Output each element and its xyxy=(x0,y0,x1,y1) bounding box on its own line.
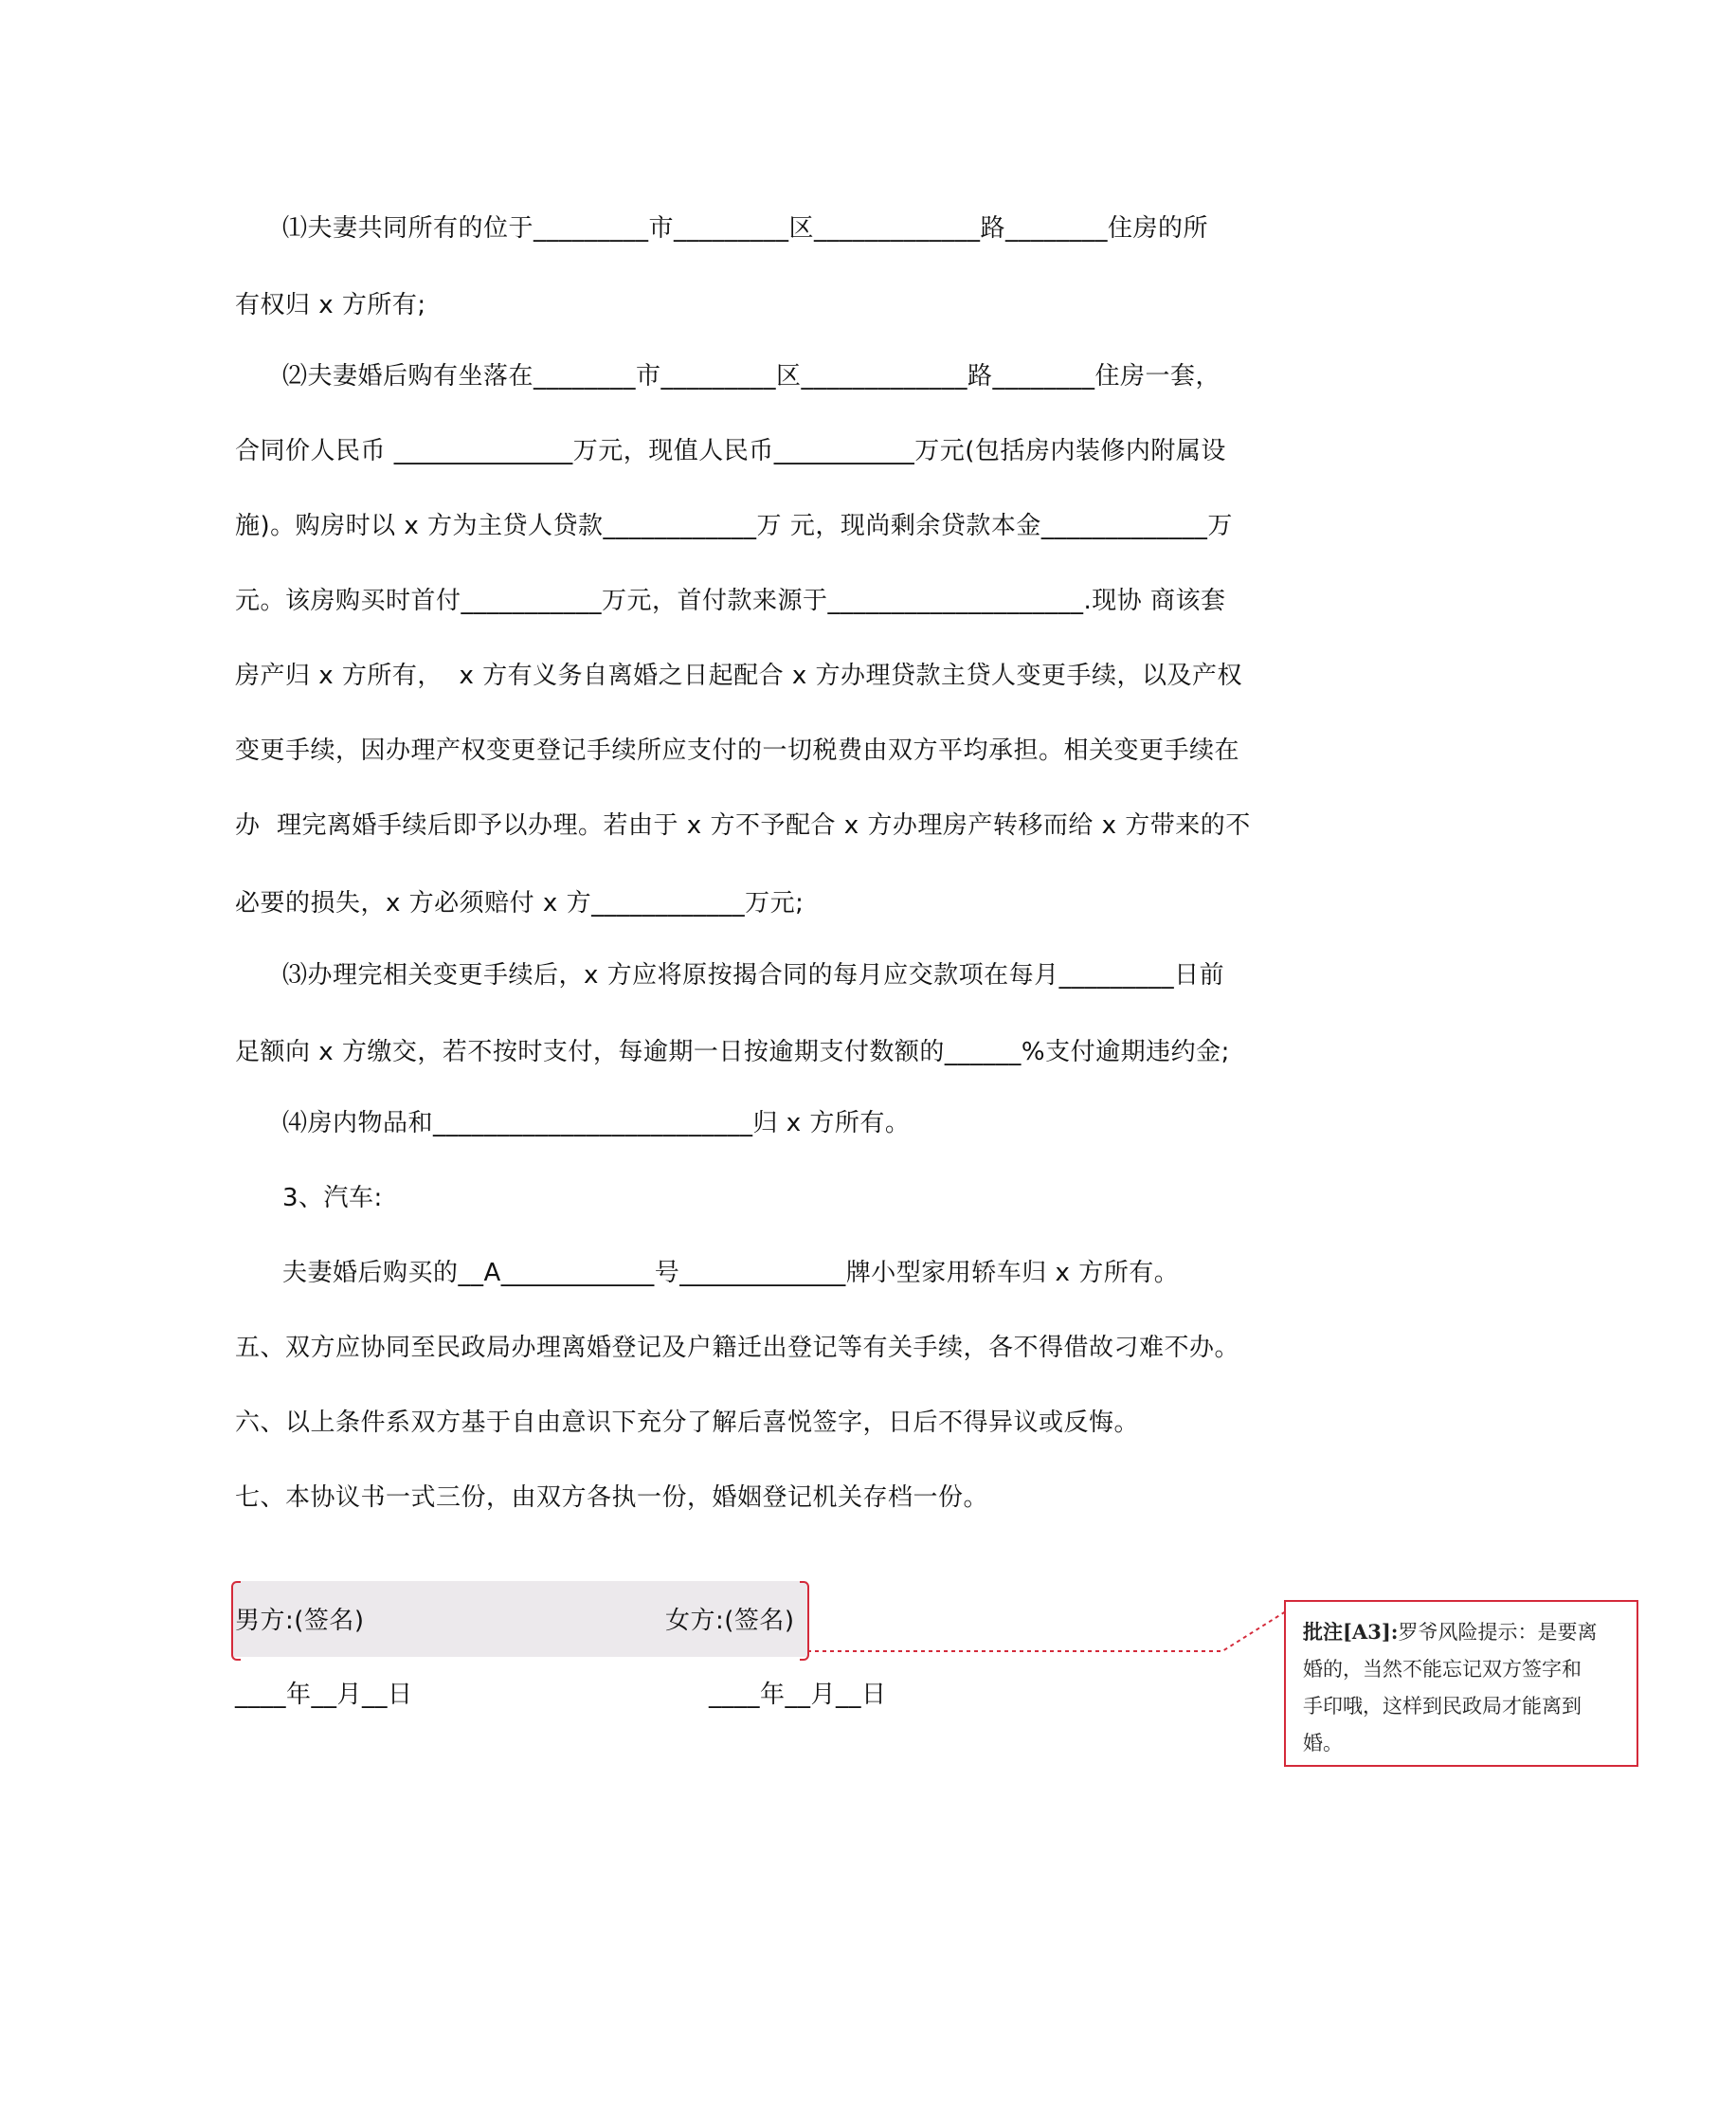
comment-line-1: 批注[A3]:罗爷风险提示：是要离 xyxy=(1303,1620,1598,1644)
clause-line-7: 房产归 x 方所有， x 方有义务自离婚之日起配合 x 方办理贷款主贷人变更手续，以及产权 xyxy=(235,662,1243,690)
clause-line-1: ⑴夫妻共同所有的位于_________市_________区_____________路________住房的所 xyxy=(282,214,1209,243)
male-signature-label: 男方:(签名) xyxy=(235,1607,365,1635)
clause-six: 六、以上条件系双方基于自由意识下充分了解后喜悦签字，日后不得异议或反悔。 xyxy=(235,1409,1140,1437)
female-date: ____年__月__日 xyxy=(709,1681,887,1709)
comment-line-4: 婚。 xyxy=(1303,1732,1343,1754)
section-car-heading: 3、汽车: xyxy=(282,1184,383,1212)
clause-line-5: 施)。购房时以 x 方为主贷人贷款____________万 元，现尚剩余贷款本金_____________万 xyxy=(235,512,1233,540)
comment-line-2: 婚的，当然不能忘记双方签字和 xyxy=(1303,1658,1582,1681)
comment-anchor-end xyxy=(800,1581,809,1661)
clause-line-9: 办 理完离婚手续后即予以办理。若由于 x 方不予配合 x 方办理房产转移而给 x 方带来的不 xyxy=(235,811,1251,840)
clause-line-12: 足额向 x 方缴交，若不按时支付，每逾期一日按逾期支付数额的______%支付逾期违约金; xyxy=(235,1038,1230,1066)
clause-line-6: 元。该房购买时首付___________万元，首付款来源于____________________.现协 商该套 xyxy=(235,587,1226,615)
car-clause: 夫妻婚后购买的__A____________号_____________牌小型家用轿车归 x 方所有。 xyxy=(282,1259,1180,1287)
clause-five: 五、双方应协同至民政局办理离婚登记及户籍迁出登记等有关手续，各不得借故刁难不办。 xyxy=(235,1334,1240,1362)
review-comment-box[interactable] xyxy=(1284,1600,1638,1767)
female-signature-label: 女方:(签名) xyxy=(665,1607,795,1635)
male-date: ____年__月__日 xyxy=(235,1681,413,1709)
comment-line-3: 手印哦，这样到民政局才能离到 xyxy=(1303,1695,1582,1718)
clause-seven: 七、本协议书一式三份，由双方各执一份，婚姻登记机关存档一份。 xyxy=(235,1483,989,1512)
clause-line-4: 合同价人民币 ______________万元，现值人民币___________万元(包括房内装修内附属设 xyxy=(235,437,1226,465)
comment-tag: 批注[A3]: xyxy=(1303,1620,1399,1644)
clause-line-10: 必要的损失，x 方必须赔付 x 方____________万元; xyxy=(235,889,805,918)
clause-line-11: ⑶办理完相关变更手续后，x 方应将原按揭合同的每月应交款项在每月_________日前 xyxy=(282,961,1225,990)
clause-line-2: 有权归 x 方所有; xyxy=(235,291,426,319)
clause-line-13: ⑷房内物品和_________________________归 x 方所有。 xyxy=(282,1109,911,1137)
clause-line-8: 变更手续，因办理产权变更登记手续所应支付的一切税费由双方平均承担。相关变更手续在 xyxy=(235,736,1240,765)
clause-line-3: ⑵夫妻婚后购有坐落在________市_________区_____________路________住房一套， xyxy=(282,362,1221,391)
